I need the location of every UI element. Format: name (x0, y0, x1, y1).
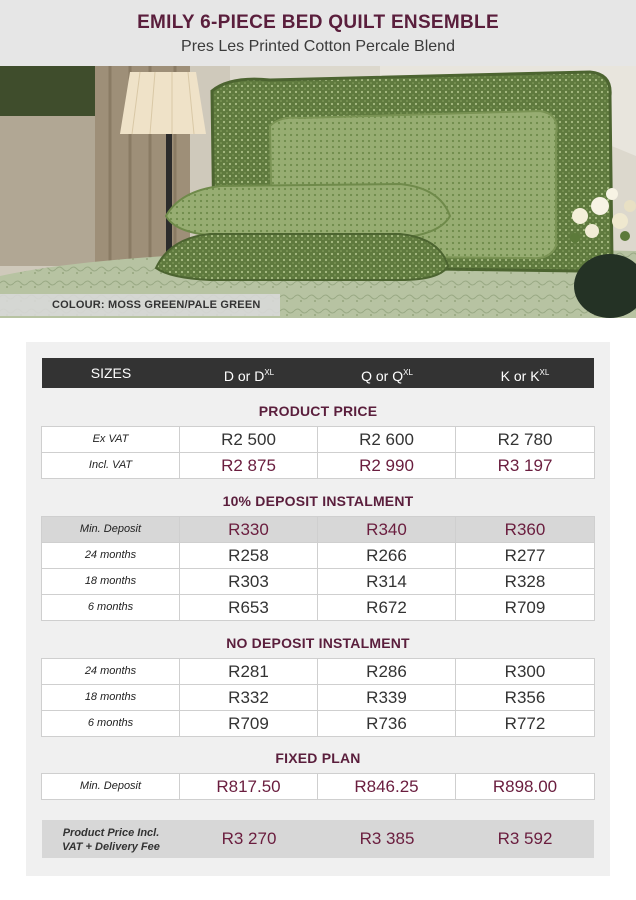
price-cell: R330 (180, 517, 318, 542)
price-cell: R2 875 (180, 453, 318, 478)
row-label: 18 months (42, 685, 180, 710)
row-label: Incl. VAT (42, 453, 180, 478)
price-cell: R300 (504, 662, 546, 681)
total-label: Product Price Incl. VAT + Delivery Fee (62, 827, 160, 853)
price-cell: R898.00 (492, 777, 558, 796)
total-price-cell: R3 385 (359, 829, 415, 848)
total-price-cell: R3 592 (497, 829, 553, 848)
price-cell: R303 (180, 569, 318, 594)
size-double: D or $D^{XL}$ (223, 368, 275, 384)
price-cell: R281 (180, 659, 318, 684)
price-cell: R286 (318, 659, 456, 684)
section-title-fixed-plan: FIXED PLAN (275, 750, 361, 766)
row-label: 24 months (42, 543, 180, 568)
price-cell: R846.25 (318, 774, 456, 799)
price-cell: R672 (318, 595, 456, 620)
table-row (42, 569, 594, 594)
price-cell: R2 780 (497, 430, 553, 449)
sizes-label: SIZES (90, 365, 132, 381)
row-label: Min. Deposit (42, 774, 180, 799)
table-row (42, 774, 594, 799)
row-label: 6 months (42, 711, 180, 736)
section-title-product-price: PRODUCT PRICE (258, 403, 378, 419)
price-cell: R817.50 (180, 774, 318, 799)
row-label: Ex VAT (42, 427, 180, 452)
price-cell: R258 (180, 543, 318, 568)
price-cell: R709 (504, 598, 546, 617)
price-cell: R772 (504, 714, 546, 733)
colour-label: COLOUR: MOSS GREEN/PALE GREEN (0, 294, 280, 316)
price-cell: R3 197 (497, 456, 553, 475)
row-label: 24 months (42, 659, 180, 684)
total-price-cell: R3 270 (221, 829, 277, 848)
table-row (42, 517, 594, 542)
size-king: K or $K^{XL}$ (500, 368, 550, 384)
price-cell: R340 (318, 517, 456, 542)
price-cell: R2 600 (318, 427, 456, 452)
price-cell: R736 (318, 711, 456, 736)
table-row (42, 453, 594, 478)
page-subtitle: Pres Les Printed Cotton Percale Blend (181, 38, 455, 55)
price-cell: R356 (504, 688, 546, 707)
price-cell: R314 (318, 569, 456, 594)
bedroom-illustration (0, 66, 636, 318)
product-photo (0, 66, 636, 318)
price-cell: R2 990 (318, 453, 456, 478)
price-cell: R653 (180, 595, 318, 620)
section-title-no-deposit-instalment: NO DEPOSIT INSTALMENT (226, 635, 410, 651)
price-cell: R328 (504, 572, 546, 591)
size-queen: Q or $Q^{XL}$ (361, 368, 413, 384)
price-cell: R360 (504, 520, 546, 539)
table-row (42, 543, 594, 568)
total-row (42, 820, 594, 858)
row-label: Min. Deposit (42, 517, 180, 542)
table-row (42, 595, 594, 620)
row-label: 6 months (42, 595, 180, 620)
price-cell: R709 (180, 711, 318, 736)
price-cell: R277 (504, 546, 546, 565)
row-label: 18 months (42, 569, 180, 594)
sizes-header (42, 358, 594, 388)
table-row (42, 711, 594, 736)
page-header (0, 0, 636, 66)
price-cell: R332 (180, 685, 318, 710)
table-row (42, 659, 594, 684)
price-cell: R2 500 (180, 427, 318, 452)
section-title-deposit-instalment: 10% DEPOSIT INSTALMENT (222, 493, 414, 509)
page-title: EMILY 6-PIECE BED QUILT ENSEMBLE (137, 12, 499, 33)
table-row (42, 427, 594, 452)
price-cell: R339 (318, 685, 456, 710)
price-cell: R266 (318, 543, 456, 568)
table-row (42, 685, 594, 710)
